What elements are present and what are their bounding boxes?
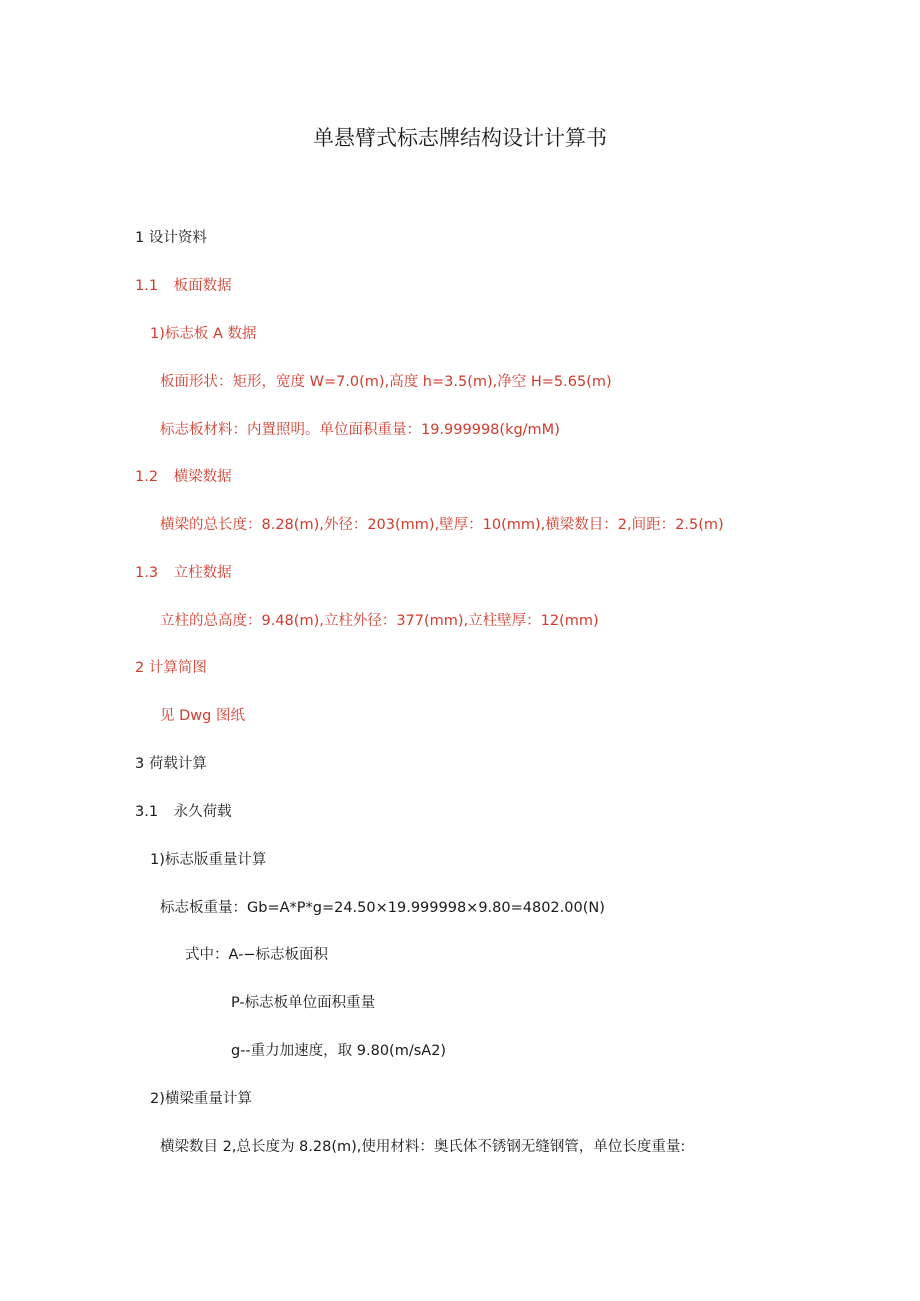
subsection-1-2-heading <box>135 467 232 487</box>
subsection-3-1-number: 3.1 <box>135 804 159 820</box>
panel-shape-line <box>160 372 612 392</box>
formula-legend-g <box>231 1041 446 1061</box>
crossbeam-data-text: 横梁的总长度：8.28(m),外径：203(mm),壁厚：10(mm),横梁数目：2,间距：2.5(m) <box>160 517 724 533</box>
subsection-1-1-text: 板面数据 <box>173 278 232 294</box>
sign-weight-formula-text: 标志板重量：Gb=A*P*g=24.50×19.999998×9.80=4802.00(N) <box>160 900 605 916</box>
page-title: 单悬臂式标志牌结构设计计算书 <box>313 126 607 150</box>
subsection-1-3-text: 立柱数据 <box>173 565 232 581</box>
column-data-line <box>160 611 599 631</box>
crossbeam-weight-text: 横梁数目 2,总长度为 8.28(m),使用材料：奥氏体不锈钢无缝钢管，单位长度重量: <box>160 1139 686 1155</box>
section-3-heading-text: 3 荷载计算 <box>135 756 207 772</box>
section-1-heading-text: 1 设计资料 <box>135 230 207 246</box>
subsection-1-3-number: 1.3 <box>135 565 159 581</box>
see-dwg-line <box>160 706 245 726</box>
sign-weight-heading <box>150 850 266 870</box>
subsection-1-3-heading <box>135 563 232 583</box>
panel-material-text: 标志板材料：内置照明。单位面积重量：19.999998(kg∕mM) <box>160 422 560 438</box>
formula-legend-a <box>185 945 328 965</box>
column-data-text: 立柱的总高度：9.48(m),立柱外径：377(mm),立柱壁厚：12(mm) <box>160 613 599 629</box>
see-dwg-text: 见 Dwg 图纸 <box>160 708 245 724</box>
panel-shape-text: 板面形状：矩形，宽度 W=7.0(m),高度 h=3.5(m),净空 H=5.65(m) <box>160 374 612 390</box>
sign-a-data-heading-text: 1)标志板 A 数据 <box>150 326 257 342</box>
subsection-3-1-heading <box>135 802 232 822</box>
section-2-heading-text: 2 计算简图 <box>135 660 207 676</box>
subsection-1-1-heading <box>135 276 232 296</box>
crossbeam-data-line <box>160 515 724 535</box>
crossbeam-weight-heading-text: 2)横梁重量计算 <box>150 1091 252 1107</box>
formula-legend-p <box>231 993 375 1013</box>
formula-legend-p-text: P-标志板单位面积重量 <box>231 995 376 1011</box>
subsection-1-2-text: 横梁数据 <box>173 469 232 485</box>
sign-a-data-heading <box>150 324 257 344</box>
panel-material-line <box>160 420 560 440</box>
formula-legend-a-text: 式中：A-−标志板面积 <box>185 947 328 963</box>
subsection-1-2-number: 1.2 <box>135 469 159 485</box>
sign-weight-heading-text: 1)标志版重量计算 <box>150 852 267 868</box>
section-2-heading <box>135 658 207 678</box>
subsection-3-1-text: 永久荷载 <box>173 804 232 820</box>
crossbeam-weight-heading <box>150 1089 252 1109</box>
subsection-1-1-number: 1.1 <box>135 278 159 294</box>
formula-legend-g-text: g--重力加速度，取 9.80(m∕sA2) <box>231 1043 447 1059</box>
crossbeam-weight-line <box>160 1137 685 1157</box>
section-1-heading <box>135 228 207 248</box>
section-3-heading <box>135 754 207 774</box>
sign-weight-formula-line <box>160 898 605 918</box>
